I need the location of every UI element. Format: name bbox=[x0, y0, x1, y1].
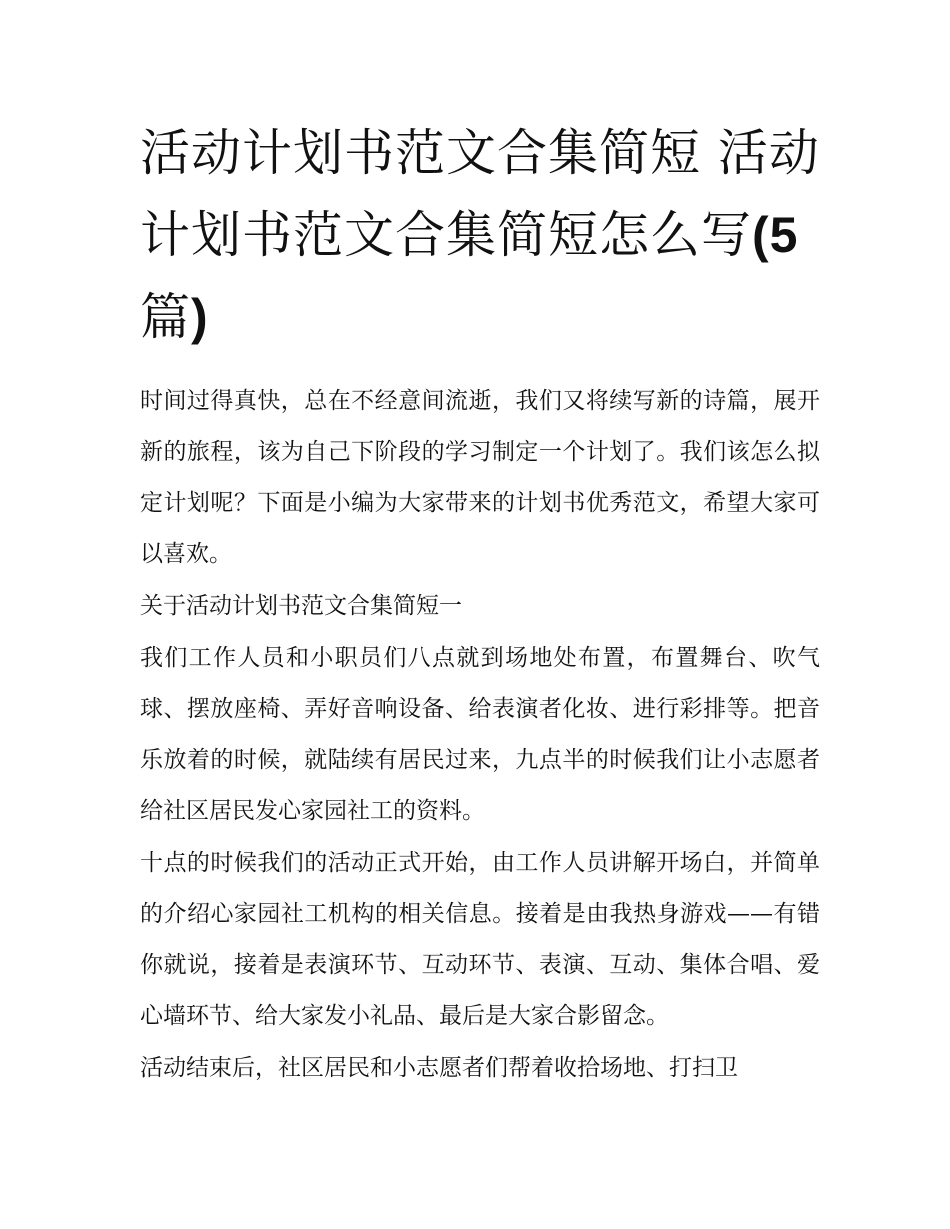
document-title-close: ) bbox=[191, 289, 209, 345]
document-title-tail: 篇 bbox=[140, 288, 191, 346]
body-paragraph: 活动结束后，社区居民和小志愿者们帮着收拾场地、打扫卫 bbox=[140, 1055, 738, 1081]
document-title-main: 活动计划书范文合集简短 活动计划书范文合集简短怎么写 bbox=[140, 124, 820, 264]
body-paragraph: 十点的时候我们的活动正式开始，由工作人员讲解开场白，并简单的介绍心家园社工机构的相关信息。接着是由我热身游戏——有错你就说，接着是表演环节、互动环节、表演、互动、集体合唱、爱心墙环节、给大家发小礼品、最后是大家合影留念。 bbox=[140, 850, 820, 1029]
body-paragraph: 我们工作人员和小职员们八点就到场地处布置，布置舞台、吹气球、摆放座椅、弄好音响设备、给表演者化妆、进行彩排等。把音乐放着的时候，就陆续有居民过来，九点半的时候我们让小志愿者给社区居民发心家园社工的资料。 bbox=[140, 645, 820, 824]
intro-paragraph: 时间过得真快，总在不经意间流逝，我们又将续写新的诗篇，展开新的旅程，该为自己下阶段的学习制定一个计划了。我们该怎么拟定计划呢？下面是小编为大家带来的计划书优秀范文，希望大家可以喜欢。 bbox=[140, 388, 820, 567]
document-title bbox=[140, 112, 820, 358]
document-title-suffix: (5 bbox=[752, 207, 799, 263]
section-heading: 关于活动计划书范文合集简短一 bbox=[140, 593, 462, 619]
document-body bbox=[140, 112, 820, 1095]
